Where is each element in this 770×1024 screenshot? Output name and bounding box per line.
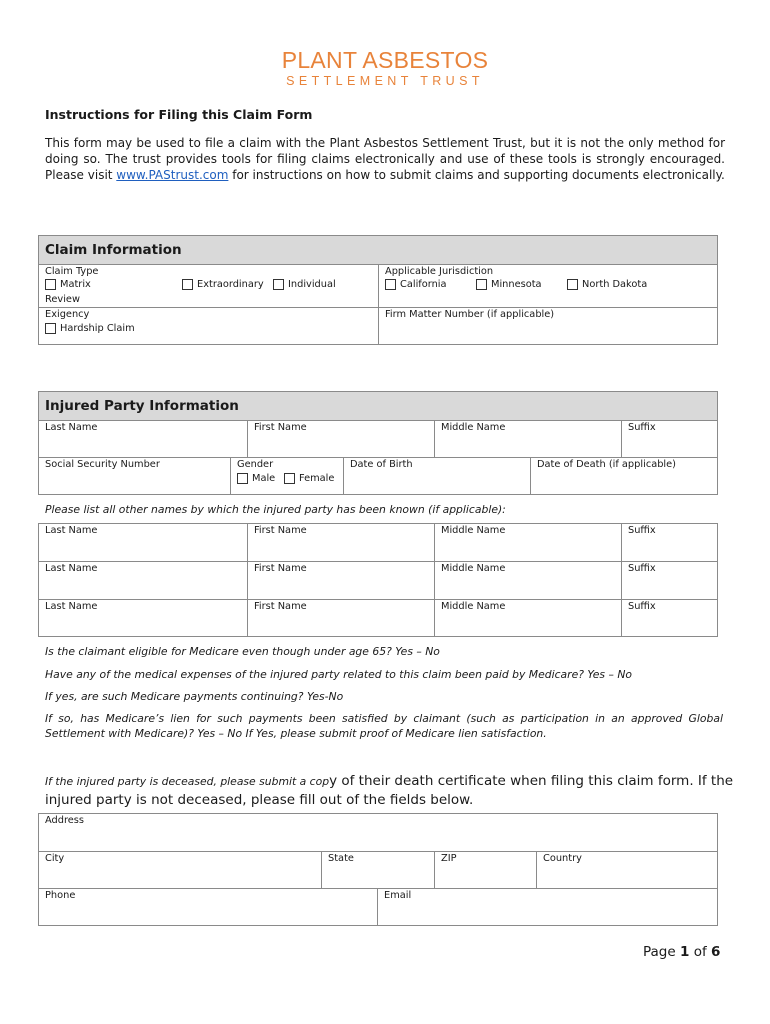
first-name-field[interactable] — [248, 421, 435, 458]
injured-party-section — [38, 391, 718, 495]
other-last-name-field[interactable] — [39, 562, 248, 600]
address-field[interactable] — [39, 814, 717, 852]
deceased-instruction-large: y of their death certificate when filing this claim form. If the injured party is not deceased, please fill out of the fields below. — [45, 773, 734, 808]
claim-information-section — [38, 235, 718, 345]
last-name-label: Last Name — [45, 422, 98, 433]
instructions-text-end: for instructions on how to submit claims and supporting documents electronically. — [228, 168, 725, 182]
other-first-name-label: First Name — [254, 525, 307, 536]
other-suffix-field[interactable] — [622, 524, 717, 562]
claim-type-cell — [39, 265, 379, 308]
injured-party-title: Injured Party Information — [39, 392, 717, 421]
firm-matter-number-field[interactable] — [379, 308, 717, 344]
instructions-paragraph — [45, 135, 725, 183]
matrix-checkbox[interactable] — [45, 279, 56, 290]
exigency-label: Exigency — [45, 309, 90, 320]
medicare-question-3: If yes, are such Medicare payments continuing? Yes-No — [45, 690, 344, 703]
date-of-death-label: Date of Death (if applicable) — [537, 459, 676, 470]
medicare-question-2: Have any of the medical expenses of the injured party related to this claim been paid by Medicare? Yes – No — [45, 668, 633, 681]
claim-type-individual-option[interactable] — [273, 279, 336, 290]
state-label: State — [328, 853, 354, 864]
other-first-name-field[interactable] — [248, 600, 435, 636]
instructions-text-start: This form may be used to file a claim with the Plant Asbestos Settlement Trust, but it is not the only method for doing so. The trust provides tools for filing claims electronically and use of these tools is strongly encouraged. Please visit — [45, 136, 725, 182]
other-last-name-label: Last Name — [45, 525, 98, 536]
north-dakota-checkbox[interactable] — [567, 279, 578, 290]
other-middle-name-label: Middle Name — [441, 525, 506, 536]
other-suffix-field[interactable] — [622, 600, 717, 636]
suffix-field[interactable] — [622, 421, 717, 458]
zip-label: ZIP — [441, 853, 457, 864]
country-label: Country — [543, 853, 582, 864]
jurisdiction-north-dakota-option[interactable] — [567, 279, 647, 290]
matrix-label: Matrix — [60, 279, 91, 290]
trust-logo-subtitle: SETTLEMENT TRUST — [286, 74, 484, 88]
other-middle-name-field[interactable] — [435, 524, 622, 562]
city-label: City — [45, 853, 65, 864]
other-names-prompt: Please list all other names by which the injured party has been known (if applicable): — [45, 503, 506, 516]
deceased-instruction — [45, 771, 735, 809]
email-field[interactable] — [378, 889, 717, 925]
deceased-instruction-small: If the injured party is deceased, please submit a cop — [45, 775, 330, 788]
gender-label: Gender — [237, 459, 274, 470]
zip-field[interactable] — [435, 852, 537, 889]
email-label: Email — [384, 890, 412, 901]
jurisdiction-label: Applicable Jurisdiction — [385, 266, 494, 277]
other-names-table — [38, 523, 718, 637]
last-name-field[interactable] — [39, 421, 248, 458]
trust-logo-title: PLANT ASBESTOS — [281, 47, 489, 73]
north-dakota-label: North Dakota — [582, 279, 648, 290]
jurisdiction-cell — [379, 265, 717, 308]
male-label: Male — [252, 473, 276, 484]
middle-name-field[interactable] — [435, 421, 622, 458]
gender-cell — [231, 458, 344, 494]
phone-field[interactable] — [39, 889, 378, 925]
other-first-name-field[interactable] — [248, 562, 435, 600]
page-word: Page — [643, 944, 676, 960]
contact-table — [38, 813, 718, 926]
country-field[interactable] — [537, 852, 717, 889]
claim-type-label: Claim Type — [45, 266, 99, 277]
jurisdiction-california-option[interactable] — [385, 279, 447, 290]
current-page: 1 — [679, 944, 690, 960]
minnesota-label: Minnesota — [491, 279, 542, 290]
other-first-name-field[interactable] — [248, 524, 435, 562]
date-of-birth-label: Date of Birth — [350, 459, 413, 470]
page-number — [643, 944, 720, 960]
other-last-name-field[interactable] — [39, 524, 248, 562]
date-of-death-field[interactable] — [531, 458, 717, 494]
hardship-claim-checkbox[interactable] — [45, 323, 56, 334]
extraordinary-label: Extraordinary — [197, 279, 264, 290]
city-field[interactable] — [39, 852, 322, 889]
suffix-label: Suffix — [628, 422, 656, 433]
date-of-birth-field[interactable] — [344, 458, 531, 494]
other-last-name-label: Last Name — [45, 563, 98, 574]
california-checkbox[interactable] — [385, 279, 396, 290]
other-middle-name-label: Middle Name — [441, 601, 506, 612]
of-word: of — [693, 944, 707, 960]
individual-checkbox[interactable] — [273, 279, 284, 290]
other-middle-name-field[interactable] — [435, 562, 622, 600]
pastrust-link[interactable]: www.PAStrust.com — [116, 168, 229, 182]
other-suffix-label: Suffix — [628, 563, 656, 574]
other-last-name-label: Last Name — [45, 601, 98, 612]
female-checkbox[interactable] — [284, 473, 295, 484]
other-suffix-label: Suffix — [628, 601, 656, 612]
female-label: Female — [299, 473, 335, 484]
phone-label: Phone — [45, 890, 76, 901]
other-suffix-label: Suffix — [628, 525, 656, 536]
claim-type-review-label: Review — [45, 294, 80, 305]
individual-label: Individual — [288, 279, 336, 290]
claim-type-extraordinary-option[interactable] — [182, 279, 264, 290]
hardship-claim-option[interactable] — [45, 323, 135, 334]
address-label: Address — [45, 815, 85, 826]
state-field[interactable] — [322, 852, 435, 889]
middle-name-label: Middle Name — [441, 422, 506, 433]
medicare-question-4: If so, has Medicare’s lien for such payments been satisfied by claimant (such as participation in an approved Global Settlement with Medicare)? Yes – No If Yes, please submit proof of Medicare lien satisfaction. — [45, 712, 723, 740]
other-first-name-label: First Name — [254, 563, 307, 574]
other-suffix-field[interactable] — [622, 562, 717, 600]
ssn-label: Social Security Number — [45, 459, 160, 470]
other-first-name-label: First Name — [254, 601, 307, 612]
exigency-cell — [39, 308, 379, 344]
claim-information-title: Claim Information — [39, 236, 717, 265]
gender-female-option[interactable] — [284, 473, 334, 484]
firm-matter-label: Firm Matter Number (if applicable) — [385, 309, 555, 320]
other-middle-name-field[interactable] — [435, 600, 622, 636]
medicare-question-1: Is the claimant eligible for Medicare even though under age 65? Yes – No — [45, 645, 440, 658]
other-middle-name-label: Middle Name — [441, 563, 506, 574]
claim-type-matrix-option[interactable] — [45, 279, 91, 290]
first-name-label: First Name — [254, 422, 307, 433]
jurisdiction-minnesota-option[interactable] — [476, 279, 542, 290]
california-label: California — [400, 279, 447, 290]
extraordinary-checkbox[interactable] — [182, 279, 193, 290]
male-checkbox[interactable] — [237, 473, 248, 484]
gender-male-option[interactable] — [237, 473, 275, 484]
total-pages: 6 — [711, 944, 721, 960]
minnesota-checkbox[interactable] — [476, 279, 487, 290]
hardship-claim-label: Hardship Claim — [60, 323, 135, 334]
other-last-name-field[interactable] — [39, 600, 248, 636]
instructions-heading: Instructions for Filing this Claim Form — [45, 107, 313, 122]
ssn-field[interactable] — [39, 458, 231, 494]
